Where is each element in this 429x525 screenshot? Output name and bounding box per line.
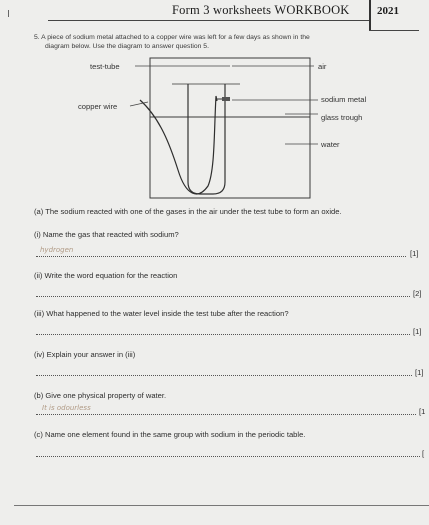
- copper-wire-shape: [140, 96, 217, 194]
- part-b-marks: [1: [419, 407, 426, 416]
- part-iv-answer-line[interactable]: [36, 375, 412, 376]
- part-iv-text: (iv) Explain your answer in (iii): [34, 350, 136, 359]
- header-year: 2021: [377, 5, 399, 17]
- question-intro-line1: 5. A piece of sodium metal attached to a copper wire was left for a few days as shown in the: [34, 34, 310, 41]
- label-sodium-metal: sodium metal: [321, 95, 367, 104]
- glass-trough: [150, 58, 310, 198]
- part-c-answer-line[interactable]: [36, 456, 420, 457]
- page-bottom-rule: [14, 505, 429, 506]
- sodium-metal-piece: [222, 97, 230, 101]
- page-title: Form 3 worksheets WORKBOOK: [172, 3, 350, 17]
- part-iv-marks: [1]: [415, 368, 424, 377]
- part-ii-text: (ii) Write the word equation for the reaction: [34, 271, 178, 280]
- part-b-answer-line[interactable]: [36, 414, 416, 415]
- label-water: water: [321, 140, 340, 149]
- label-copper-wire: copper wire: [78, 102, 118, 111]
- part-b-answer[interactable]: It is odourless: [42, 404, 91, 412]
- part-iii-answer-line[interactable]: [36, 334, 410, 335]
- part-i-answer-line[interactable]: [36, 256, 406, 257]
- question-intro-line2: diagram below. Use the diagram to answer question 5.: [45, 43, 209, 50]
- part-i-answer[interactable]: hydrogen: [40, 246, 74, 254]
- part-i-text: (i) Name the gas that reacted with sodium?: [34, 230, 179, 239]
- part-c-marks: [: [422, 449, 425, 458]
- part-a-text: (a) The sodium reacted with one of the gases in the air under the test tube to form an oxide.: [34, 207, 342, 216]
- part-ii-marks: [2]: [413, 289, 422, 298]
- label-glass-trough: glass trough: [321, 113, 363, 122]
- label-test-tube: test-tube: [90, 62, 120, 71]
- part-c-text: (c) Name one element found in the same group with sodium in the periodic table.: [34, 430, 306, 439]
- part-i-marks: [1]: [410, 249, 419, 258]
- part-b-text: (b) Give one physical property of water.: [34, 391, 167, 400]
- part-ii-answer-line[interactable]: [36, 296, 410, 297]
- part-iii-marks: [1]: [413, 327, 422, 336]
- label-air: air: [318, 62, 327, 71]
- part-iii-text: (iii) What happened to the water level inside the test tube after the reaction?: [34, 309, 289, 318]
- test-tube: [188, 84, 225, 194]
